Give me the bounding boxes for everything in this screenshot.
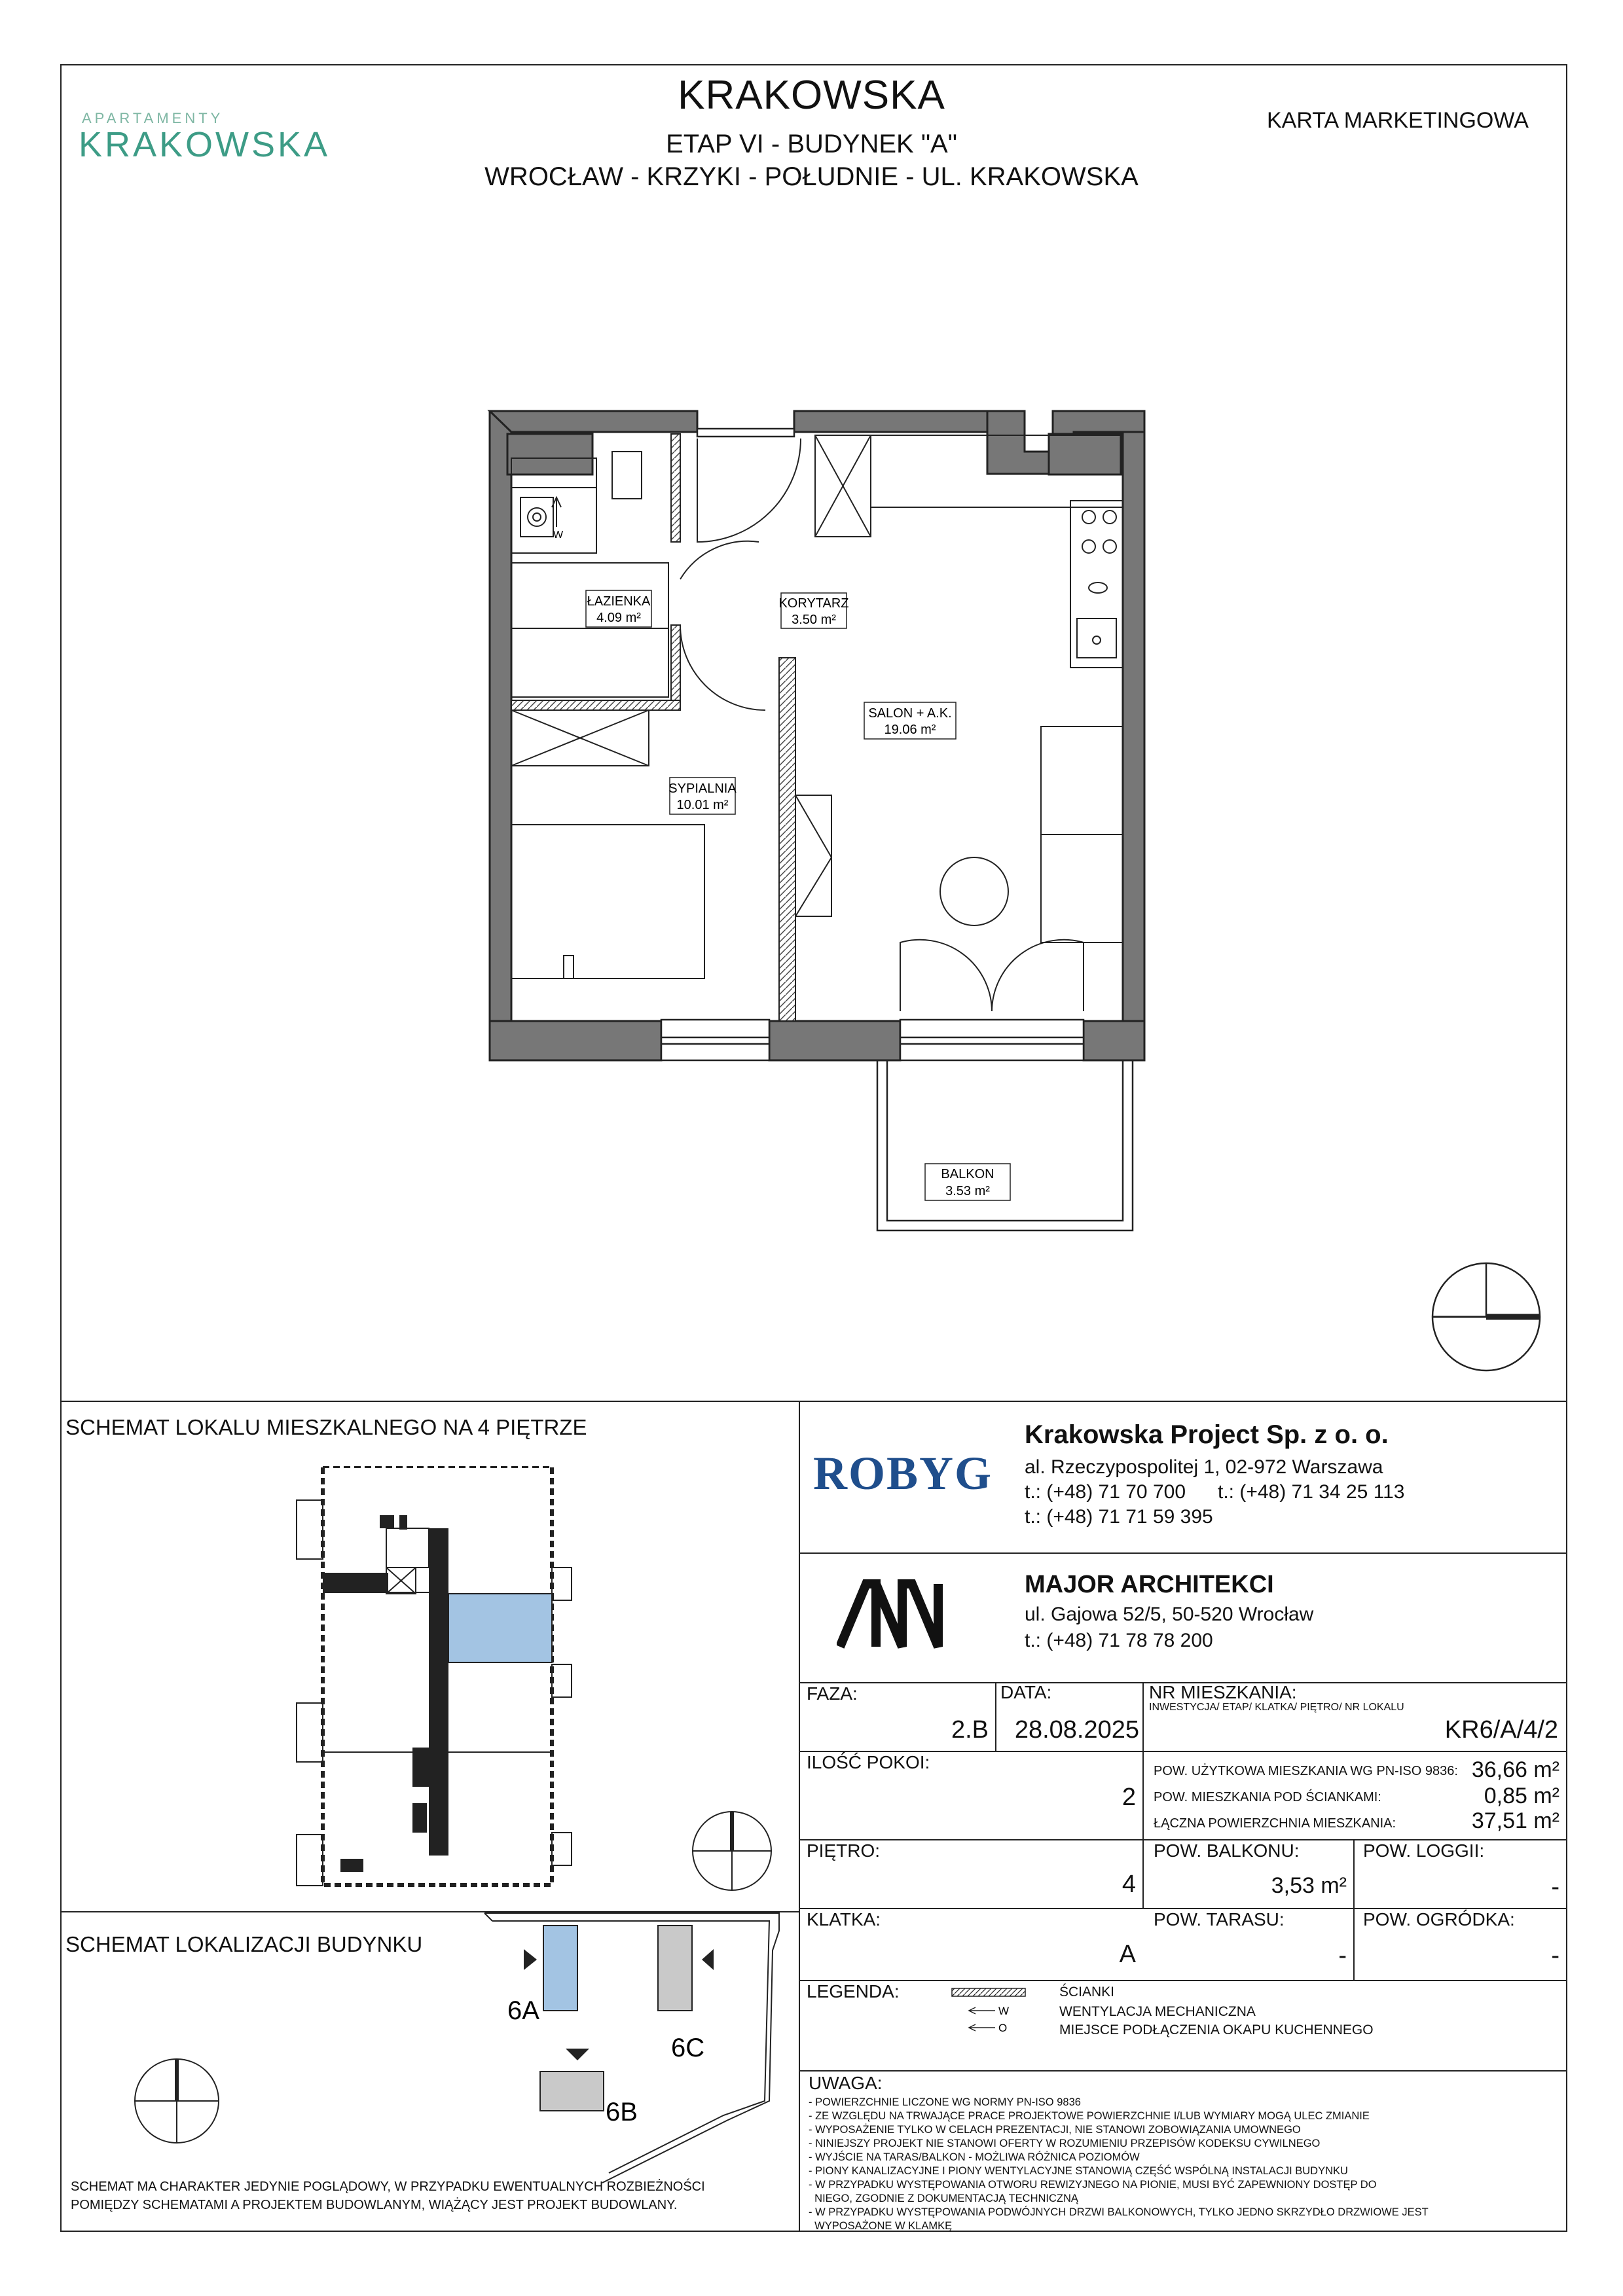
divider-main (60, 1401, 1567, 1402)
nr-label: NR MIESZKANIA: (1149, 1682, 1297, 1702)
note-item: WYPOSAŻONE W KLAMKĘ (809, 2220, 953, 2232)
legend-item-hood: MIEJSCE PODŁĄCZENIA OKAPU KUCHENNEGO (1059, 2022, 1374, 2037)
room-name: SYPIALNIA (668, 781, 737, 796)
legend-wall-swatch (952, 1988, 1025, 1996)
schema-location-title: SCHEMAT LOKALIZACJI BUDYNKU (65, 1932, 423, 1956)
divider-r1 (799, 1552, 1567, 1554)
subtitle-stage: ETAP VI - BUDYNEK "A" (666, 130, 957, 158)
ogrodek-value: - (1551, 1942, 1559, 1969)
balkon-label: POW. BALKONU: (1154, 1840, 1300, 1861)
schema-floor-title: SCHEMAT LOKALU MIESZKALNEGO NA 4 PIĘTRZE (65, 1415, 587, 1439)
legend-symbols (949, 1983, 1054, 2042)
divider-c3 (1353, 1839, 1355, 1980)
room-label-lazienka (586, 590, 651, 627)
room-name: KORYTARZ (778, 596, 849, 611)
architect-address: ul. Gajowa 52/5, 50-520 Wrocław (1025, 1604, 1314, 1625)
wall-bottom-right (1084, 1021, 1144, 1060)
developer-phone2: t.: (+48) 71 34 25 113 (1218, 1481, 1405, 1503)
note-item: - WYJŚCIE NA TARAS/BALKON - MOŻLIWA RÓŻNICA POZIOMÓW (809, 2151, 1140, 2163)
building-6c (658, 1926, 692, 2011)
wall-top-left (490, 411, 697, 432)
note-item: - PIONY KANALIZACYJNE I PIONY WENTYLACYJNE STANOWIĄ CZĘŚĆ WSPÓLNĄ INSTALACJI BUDYNKU (809, 2165, 1348, 2177)
loggia-value: - (1551, 1873, 1559, 1901)
taras-label: POW. TARASU: (1154, 1909, 1285, 1929)
wall-top-mid (794, 411, 987, 432)
pow-laczna-label: ŁĄCZNA POWIERZCHNIA MIESZKANIA: (1154, 1816, 1396, 1831)
highlighted-apartment (448, 1594, 552, 1662)
taras-value: - (1338, 1942, 1347, 1969)
balkon-value: 3,53 m² (1271, 1873, 1347, 1898)
faza-label: FAZA: (807, 1683, 858, 1704)
room-label-korytarz (778, 593, 848, 628)
developer-phone1: t.: (+48) 71 70 700 (1025, 1481, 1186, 1503)
architect-logo (837, 1576, 955, 1655)
balcony (877, 1060, 1133, 1230)
architect-name: MAJOR ARCHITEKCI (1025, 1571, 1274, 1598)
note-item: - POWIERZCHNIE LICZONE WG NORMY PN-ISO 9836 (809, 2096, 1081, 2108)
floor-schema (288, 1466, 786, 1898)
building-6b (540, 2072, 604, 2111)
pietro-value: 4 (1122, 1871, 1136, 1898)
divider-vertical (799, 1401, 800, 2232)
klatka-value: A (1119, 1941, 1136, 1968)
loggia-label: POW. LOGGII: (1363, 1840, 1485, 1861)
pow-uzytkowa-label: POW. UŻYTKOWA MIESZKANIA WG PN-ISO 9836: (1154, 1764, 1458, 1778)
compass-main (1432, 1263, 1540, 1371)
ogrodek-label: POW. OGRÓDKA: (1363, 1909, 1515, 1929)
room-name: ŁAZIENKA (587, 594, 651, 609)
shaft-right (1049, 434, 1121, 475)
disclaimer-line1: SCHEMAT MA CHARAKTER JEDYNIE POGLĄDOWY, W PRZYPADKU EWENTUALNYCH ROZBIEŻNOŚCI (71, 2179, 705, 2194)
subtitle-address: WROCŁAW - KRZYKI - POŁUDNIE - UL. KRAKOWSKA (484, 162, 1139, 191)
room-name: BALKON (941, 1167, 994, 1181)
nr-sub-label: INWESTYCJA/ ETAP/ KLATKA/ PIĘTRO/ NR LOKALU (1149, 1702, 1404, 1713)
legend-item-ventilation: WENTYLACJA MECHANICZNA (1059, 2004, 1256, 2019)
logo-main-text: KRAKOWSKA (79, 125, 331, 164)
shaft-left (507, 434, 593, 475)
developer-logo: ROBYG (813, 1447, 993, 1499)
note-item: - NINIEJSZY PROJEKT NIE STANOWI OFERTY W ROZUMIENIU PRZEPISÓW KODEKSU CYWILNEGO (809, 2138, 1321, 2149)
legend-sym-o: O (998, 2022, 1008, 2034)
faza-value: 2.B (951, 1716, 989, 1744)
room-area: 10.01 m² (676, 798, 729, 812)
wall-left (490, 411, 511, 1060)
note-item: - ZE WZGLĘDU NA TRWAJĄCE PRACE PROJEKTOWE POWIERZCHNIE I/LUB WYMIARY MOGĄ ULEC ZMIANIE (809, 2110, 1370, 2122)
room-area: 3.53 m² (945, 1184, 990, 1198)
pow-laczna-value: 37,51 m² (1471, 1808, 1559, 1833)
divider-c2 (1142, 1682, 1144, 1908)
legend-sym-w: W (998, 2005, 1010, 2017)
divider-r6 (799, 1980, 1567, 1981)
developer-address: al. Rzeczypospolitej 1, 02-972 Warszawa (1025, 1456, 1383, 1478)
pow-uzytkowa-value: 36,66 m² (1471, 1757, 1559, 1782)
note-item: NIEGO, ZGODNIE Z DOKUMENTACJĄ TECHNICZNĄ (809, 2193, 1078, 2204)
notes-list (809, 2096, 1429, 2233)
room-label-sypialnia (668, 778, 737, 814)
pokoi-label: ILOŚĆ POKOI: (807, 1752, 930, 1772)
pow-scianki-label: POW. MIESZKANIA POD ŚCIANKAMI: (1154, 1790, 1381, 1804)
divider-r7 (799, 2070, 1567, 2072)
disclaimer-line2: POMIĘDZY SCHEMATAMI A PROJEKTEM BUDOWLANYM, WIĄŻĄCY JEST PROJEKT BUDOWLANY. (71, 2198, 678, 2212)
data-label: DATA: (1000, 1682, 1052, 1702)
note-item: - W PRZYPADKU WYSTĘPOWANIA PODWÓJNYCH DRZWI BALKONOWYCH, TYLKO JEDNO SKRZYDŁO DRZWIOWE JEST (809, 2206, 1429, 2218)
wall-right (1123, 411, 1144, 1060)
building-label-6a: 6A (507, 1996, 539, 2025)
page-title: KRAKOWSKA (678, 73, 945, 118)
room-label-balkon (925, 1164, 1010, 1200)
klatka-label: KLATKA: (807, 1909, 881, 1929)
legend-item-walls: ŚCIANKI (1059, 1984, 1115, 2000)
room-label-salon (864, 702, 956, 739)
building-label-6b: 6B (606, 2098, 638, 2126)
nr-value: KR6/A/4/2 (1444, 1716, 1558, 1744)
pow-scianki-value: 0,85 m² (1484, 1784, 1559, 1808)
room-area: 19.06 m² (884, 723, 936, 737)
architect-phone: t.: (+48) 71 78 78 200 (1025, 1630, 1213, 1651)
developer-name: Krakowska Project Sp. z o. o. (1025, 1420, 1389, 1449)
room-area: 4.09 m² (596, 611, 641, 625)
note-item: - W PRZYPADKU WYSTĘPOWANIA OTWORU REWIZYJNEGO NA PIONIE, MUSI BYĆ ZAPEWNIONY DOSTĘP DO (809, 2179, 1377, 2191)
room-area: 3.50 m² (792, 613, 836, 627)
developer-phone3: t.: (+48) 71 71 59 395 (1025, 1506, 1213, 1528)
card-type: KARTA MARKETINGOWA (1267, 108, 1529, 133)
vent-symbol-label: W (553, 529, 564, 541)
room-name: SALON + A.K. (868, 706, 952, 721)
divider-c1 (995, 1682, 996, 1751)
logo-top-text: APARTAMENTY (82, 110, 224, 126)
notes-label: UWAGA: (809, 2073, 883, 2093)
note-item: - WYPOSAŻENIE TYLKO W CELACH PREZENTACJI, NIE STANOWI ZOBOWIĄZANIA UMOWNEGO (809, 2124, 1301, 2136)
pietro-label: PIĘTRO: (807, 1840, 881, 1861)
wall-bottom-mid (769, 1021, 900, 1060)
legend-label: LEGENDA: (807, 1981, 900, 2001)
location-schema (124, 1911, 799, 2186)
building-label-6c: 6C (671, 2034, 705, 2062)
wall-bottom-left (490, 1021, 661, 1060)
pokoi-value: 2 (1122, 1784, 1136, 1811)
data-value: 28.08.2025 (1014, 1716, 1139, 1744)
building-6a (543, 1926, 577, 2011)
